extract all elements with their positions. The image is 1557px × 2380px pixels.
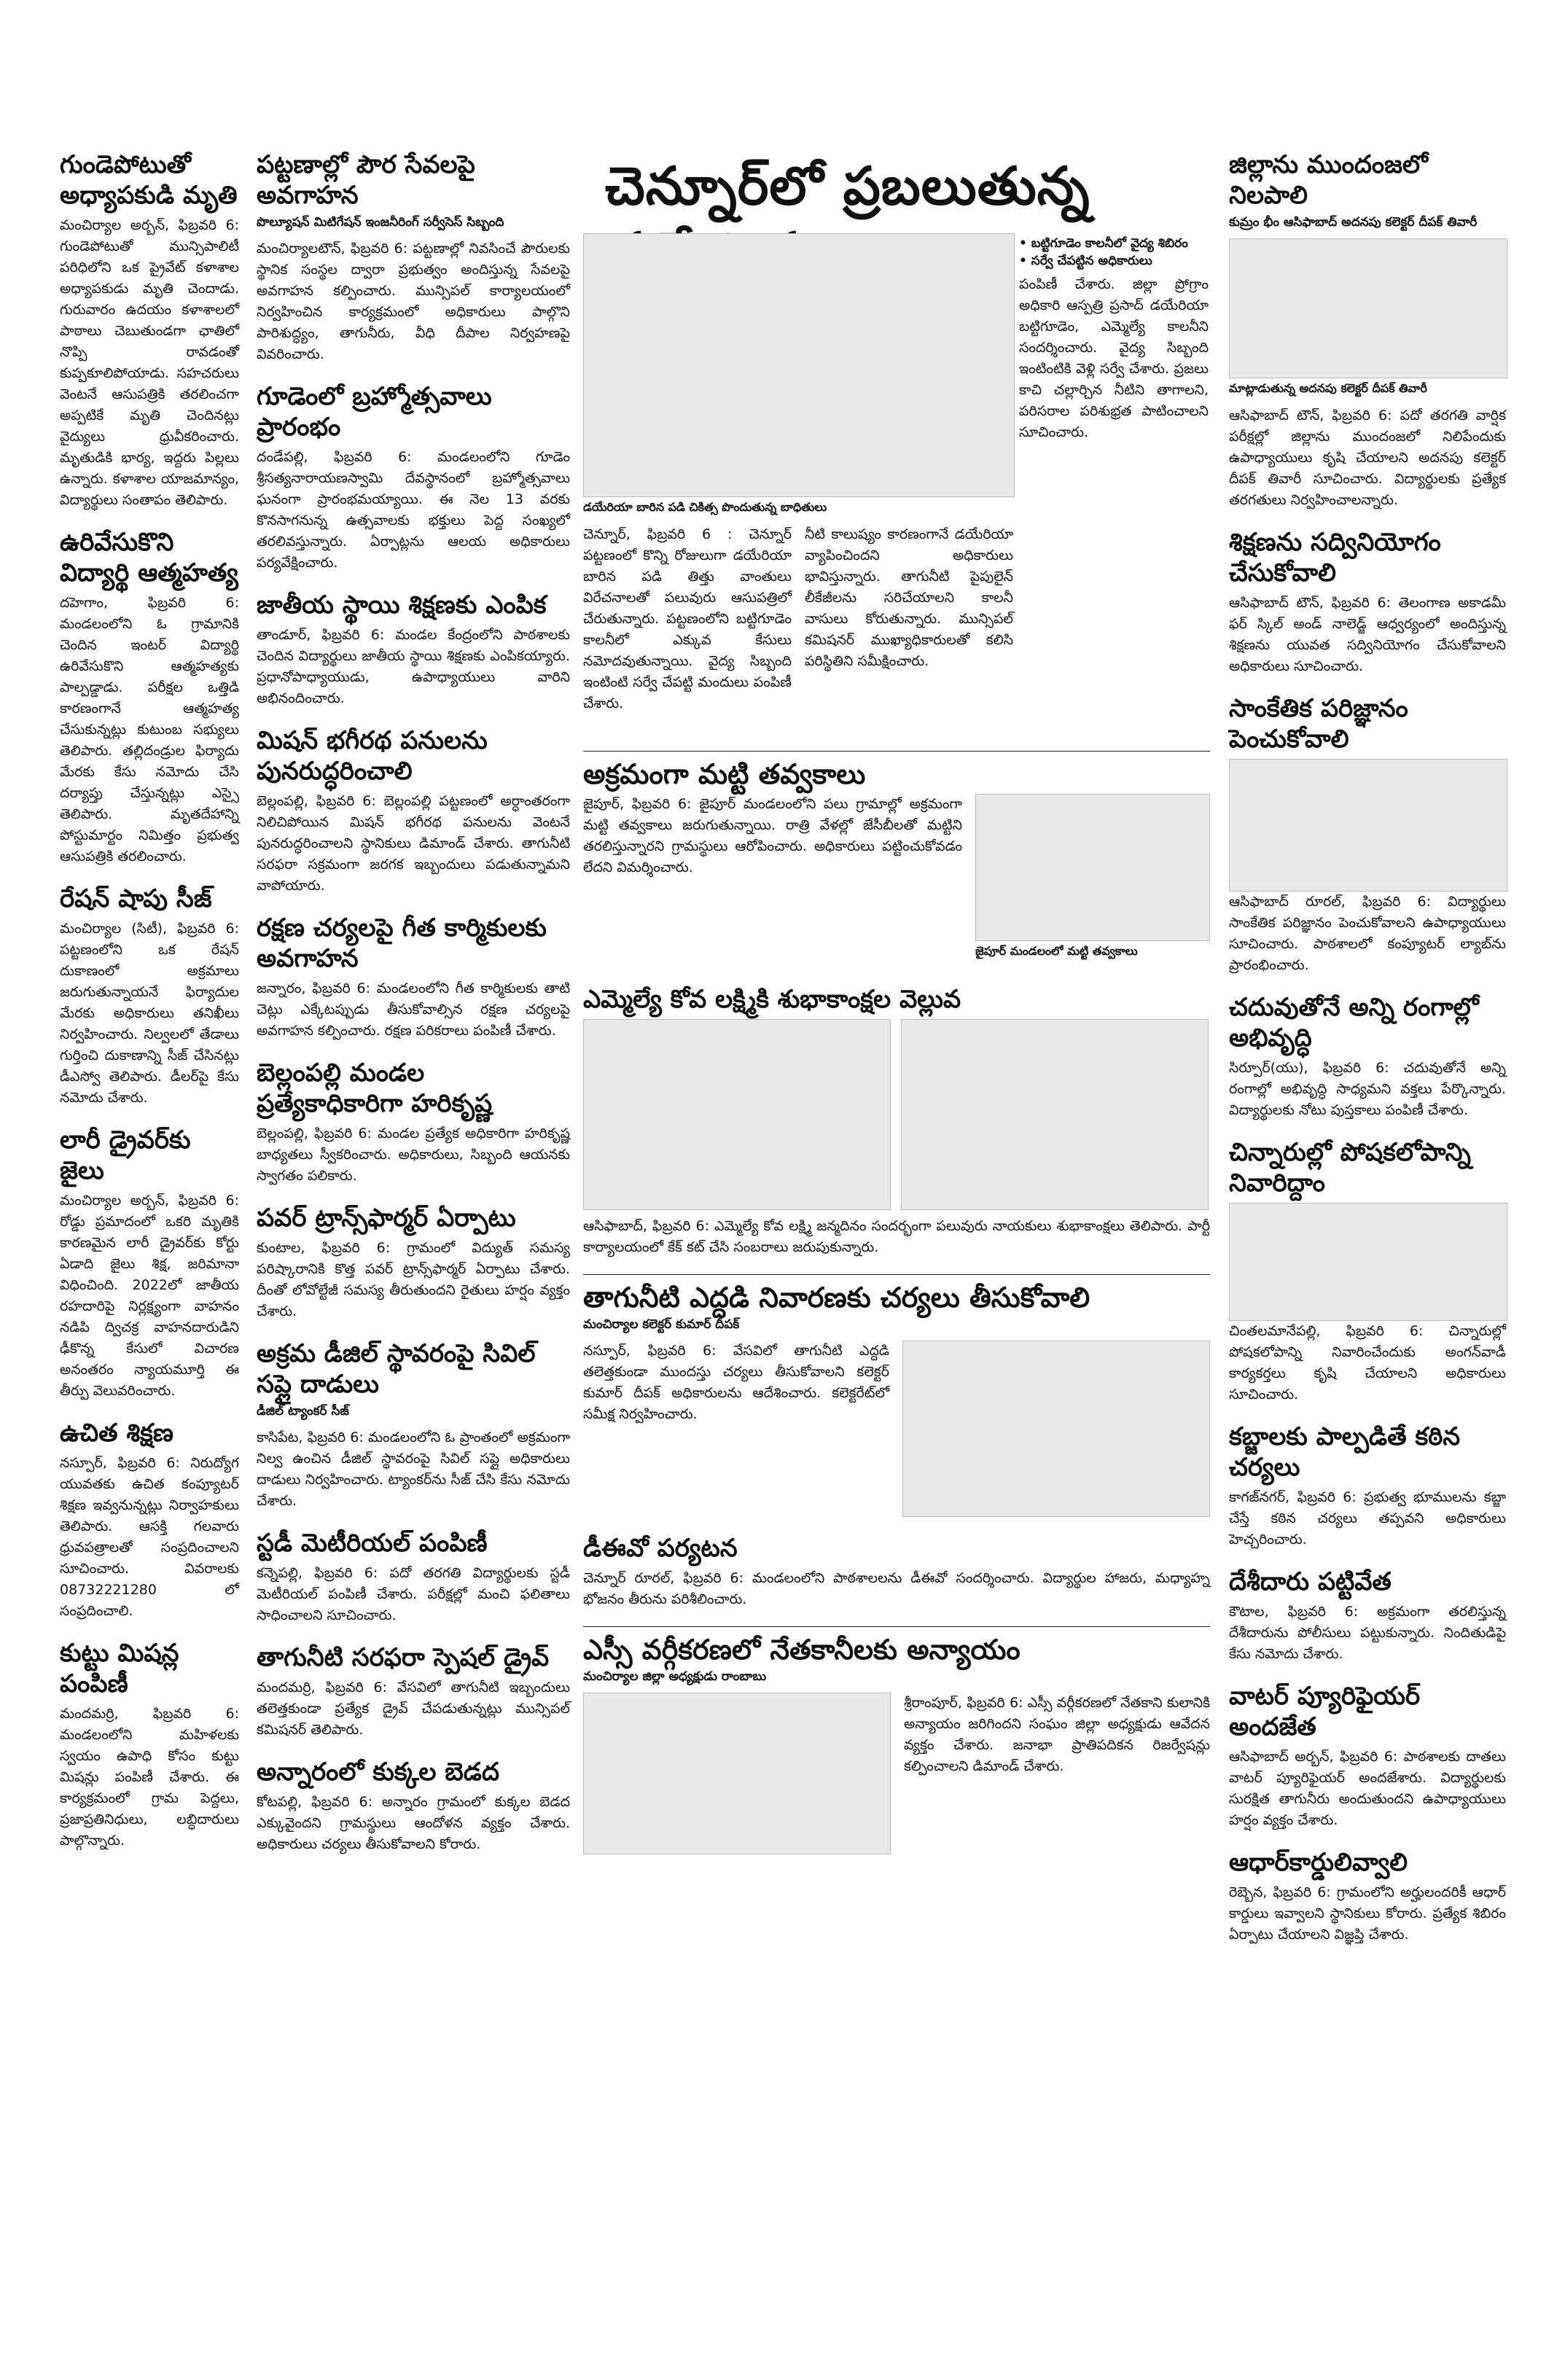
headline: తాగునీటి సరఫరా స్పెషల్ డ్రైవ్ <box>257 1643 550 1672</box>
headline: పట్టణాల్లో పౌర సేవలపై అవగాహన <box>257 150 475 210</box>
photo-caption: జైపూర్ మండలంలో మట్టి తవ్వకాలు <box>975 944 1138 958</box>
photo-caption: మాట్లాడుతున్న అదనపు కలెక్టర్ దీపక్ తివారీ <box>1229 381 1427 395</box>
headline: చదువుతోనే అన్ని రంగాల్లో అభివృద్ధి <box>1229 993 1479 1053</box>
story-aadhaar-cards <box>1229 1847 1506 1946</box>
headline: ఆధార్‌కార్డులివ్వాలి <box>1229 1848 1408 1877</box>
diarrhea-patients-photo <box>583 233 1015 497</box>
article-body: శ్రీరాంపూర్, ఫిబ్రవరి 6: ఎస్సీ వర్గీకరణలో నేతకాని కులానికి అన్యాయం జరిగిందని సంఘం జిల్లా అధ్యక్షుడు ఆవేదన వ్యక్తం చేశారు. జనాభా ప్రాతిపదికన రిజర్వేషన్లు కల్పించాలని డిమాండ్ చేశారు. <box>904 1695 1210 1774</box>
headline: స్టడీ మెటీరియల్ పంపిణీ <box>257 1529 488 1558</box>
article-body: రెబ్బెన, ఫిబ్రవరి 6: గ్రామంలోని అర్హులందరికీ ఆధార్ కార్డులు ఇవ్వాలని స్థానికులు కోరారు. ప్రత్యేక శిబిరం ఏర్పాటు చేయాలని విజ్ఞప్తి చేశారు. <box>1229 1884 1506 1943</box>
story-brahmotsavam <box>257 381 570 574</box>
headline: చిన్నారుల్లో పోషకలోపాన్ని నివారిద్దాం <box>1229 1138 1471 1198</box>
story-illegal-mining <box>583 759 1210 968</box>
story-student-suicide <box>60 527 239 867</box>
article-body: చింతలమానేపల్లి, ఫిబ్రవరి 6: చిన్నారుల్లో పోషకలోపాన్ని నివారించేందుకు అంగన్‌వాడీ కార్యకర్తలు కృషి చేయాలని అధికారులు సూచించారు. <box>1229 1323 1506 1402</box>
article-body: మంచిర్యాలటౌన్, ఫిబ్రవరి 6: పట్టణాల్లో నివసించే పౌరులకు స్థానిక సంస్థల ద్వారా ప్రభుత్వం అందిస్తున్న సేవలపై అవగాహన కల్పించారు. మున్సిపల్ కార్యాలయంలో నిర్వహించిన కార్యక్రమంలో అధికారులు పాల్గొని పారిశుద్ధ్యం, తాగునీరు, వీధి దీపాల నిర్వహణపై వివరించారు. <box>257 241 570 362</box>
headline: లారీ డ్రైవర్‌కు జైలు <box>60 1125 191 1185</box>
story-water-purifier <box>1229 1681 1506 1831</box>
headline: జాతీయ స్థాయి శిక్షణకు ఎంపిక <box>257 590 547 620</box>
lead-headline: చెన్నూర్‌లో ప్రబలుతున్న <box>605 155 1090 216</box>
story-encroachment <box>1229 1421 1506 1550</box>
headline: అక్రమంగా మట్టి తవ్వకాలు <box>583 758 866 790</box>
article-body: దహెగాం, ఫిబ్రవరి 6: మండలంలోని ఓ గ్రామానికి చెందిన ఇంటర్ విద్యార్థి ఉరివేసుకొని ఆత్మహత్యకు పాల్పడ్డాడు. పరీక్షల ఒత్తిడి కారణంగానే ఆత్మహత్య చేసుకున్నట్లు కుటుంబ సభ్యులు తెలిపారు. తల్లిదండ్రుల ఫిర్యాదు మేరకు కేసు నమోదు చేసి దర్యాప్తు చేస్తున్నట్లు ఎస్సై తెలిపారు. మృతదేహాన్ని పోస్టుమార్టం నిమిత్తం ప్రభుత్వ ఆసుపత్రికి తరలించారు. <box>60 595 239 865</box>
story-liquor-seized <box>1229 1566 1506 1665</box>
headline: కుట్టు మిషన్ల పంపిణీ <box>60 1639 179 1698</box>
mla-photo <box>583 1019 891 1210</box>
story-ration-shop <box>60 883 239 1109</box>
story-technology <box>1229 693 1506 976</box>
headline: డీఈవో పర్యటన <box>583 1534 738 1563</box>
story-transformer <box>257 1203 570 1322</box>
headline: కబ్జాలకు పాల్పడితే కఠిన చర్యలు <box>1229 1422 1461 1482</box>
lead-bullets <box>1019 236 1209 271</box>
story-heart-attack <box>60 149 239 511</box>
headline: జిల్లాను ముందంజలో నిలపాలి <box>1229 150 1428 210</box>
story-education <box>1229 992 1506 1121</box>
lead-body-2: నీటి కాలుష్యం కారణంగానే డయేరియా వ్యాపించిందని అధికారులు భావిస్తున్నారు. తాగునీటి పైపులైన్ లీకేజీలను సరిచేయాలని కాలనీ వాసులు కోరుతున్నారు. మున్సిపల్ కమిషనర్ ముఖ్యాధికారులతో కలిసి పరిస్థితిని సమీక్షించారు. <box>805 526 1013 669</box>
story-special-officer <box>257 1058 570 1187</box>
headline: శిక్షణను సద్వినియోగం చేసుకోవాలి <box>1229 528 1441 588</box>
story-mission-bhagiratha <box>257 725 570 897</box>
story-free-training <box>60 1418 239 1622</box>
subheading: మంచిర్యాల కలెక్టర్ కుమార్ దీపక్ <box>583 1317 740 1332</box>
mining-photo <box>975 794 1210 941</box>
story-national-training <box>257 590 570 709</box>
lead-photo-block <box>583 233 1013 714</box>
subheading: డీజిల్ ట్యాంకర్ సీజ్ <box>257 1404 349 1419</box>
article-body: మందమర్రి, ఫిబ్రవరి 6: వేసవిలో తాగునీటి ఇబ్బందులు తలెత్తకుండా ప్రత్యేక డ్రైవ్ చేపడుతున్నట్లు మున్సిపల్ కమిషనర్ తెలిపారు. <box>257 1679 570 1738</box>
article-body: ఆసిఫాబాద్ టౌన్, ఫిబ్రవరి 6: తెలంగాణ అకాడమీ ఫర్ స్కిల్ అండ్ నాలెడ్జ్ ఆధ్వర్యంలో అందిస్తున్న శిక్షణను యువత సద్వినియోగం చేసుకోవాలని అధికారులు సూచించారు. <box>1229 595 1506 674</box>
nutrition-photo <box>1229 1203 1507 1321</box>
article-body: జైపూర్, ఫిబ్రవరి 6: జైపూర్ మండలంలోని పలు గ్రామాల్లో అక్రమంగా మట్టి తవ్వకాలు జరుగుతున్నాయి. రాత్రి వేళల్లో జేసీబీలతో మట్టిని తరలిస్తున్నారని గ్రామస్థులు ఆరోపించారు. అధికారులు పట్టించుకోవడం లేదని విమర్శించారు. <box>583 796 962 875</box>
lead-body-1: చెన్నూర్, ఫిబ్రవరి 6 : చెన్నూర్ పట్టణంలో కొన్ని రోజులుగా డయేరియా బారిన పడి తిత్తు వాంతులు విరేచనాలతో పలువురు ఆసుపత్రిలో చేరుతున్నారు. పట్టణంలోని బట్టిగూడెం కాలనీలో ఎక్కువ కేసులు నమోదవుతున్నాయి. వైద్య సిబ్బంది ఇంటింటి సర్వే చేపట్టి మందులు పంపిణీ చేశారు. <box>583 526 792 711</box>
collector-photo <box>1229 238 1507 378</box>
headline: మిషన్ భగీరథ పనులను పునరుద్ధరించాలి <box>257 726 488 786</box>
article-body: కౌటాల, ఫిబ్రవరి 6: అక్రమంగా తరలిస్తున్న దేశీదారును పోలీసులు పట్టుకున్నారు. నిందితుడిపై కేసు నమోదు చేశారు. <box>1229 1604 1506 1662</box>
article-body: ఆసిఫాబాద్ రూరల్, ఫిబ్రవరి 6: విద్యార్థులు సాంకేతిక పరిజ్ఞానం పెంచుకోవాలని ఉపాధ్యాయులు సూచించారు. పాఠశాలలో కంప్యూటర్ ల్యాబ్‌ను ప్రారంభించారు. <box>1229 894 1506 973</box>
story-lorry-driver <box>60 1125 239 1402</box>
story-district-first <box>1229 149 1506 511</box>
article-body: కుంటాల, ఫిబ్రవరి 6: గ్రామంలో విద్యుత్ సమస్య పరిష్కారానికి కొత్త పవర్ ట్రాన్స్‌ఫార్మర్ ఏర్పాటు చేశారు. దీంతో లోవోల్టేజీ సమస్య తీరుతుందని రైతులు హర్షం వ్యక్తం చేశారు. <box>257 1240 570 1319</box>
article-body: ఆసిఫాబాద్ టౌన్, ఫిబ్రవరి 6: పదో తరగతి వార్షిక పరీక్షల్లో జిల్లాను ముందంజలో నిలిపేందుకు ఉపాధ్యాయులు కృషి చేయాలని అదనపు కలెక్టర్ దీపక్ తివారీ సూచించారు. విద్యార్థులకు ప్రత్యేక తరగతులు నిర్వహించాలన్నారు. <box>1229 407 1506 508</box>
article-body: కాసిపేట, ఫిబ్రవరి 6: మండలంలోని ఓ ప్రాంతంలో అక్రమంగా నిల్వ ఉంచిన డీజిల్ స్థావరంపై సివిల్ సప్లై అధికారులు దాడులు నిర్వహించారు. ట్యాంకర్‌ను సీజ్ చేసి కేసు నమోదు చేశారు. <box>257 1429 570 1509</box>
story-sc-classification <box>583 1634 1210 1854</box>
article-body: కన్నెపల్లి, ఫిబ్రవరి 6: పదో తరగతి విద్యార్థులకు స్టడీ మెటీరియల్ పంపిణీ చేశారు. పరీక్షల్లో మంచి ఫలితాలు సాధించాలని సూచించారు. <box>257 1565 570 1623</box>
headline: గుండెపోటుతో అధ్యాపకుడి మృతి <box>60 150 238 210</box>
headline: వాటర్ ప్యూరిఫైయర్ అందజేత <box>1229 1682 1421 1741</box>
subheading: పొల్యూషన్ మిటిగేషన్ ఇంజనీరింగ్ సర్వీసెస్ సిబ్బంది <box>257 215 504 230</box>
headline: సాంకేతిక పరిజ్ఞానం పెంచుకోవాలి <box>1229 694 1408 754</box>
headline: ఎమ్మెల్యే కోవ లక్ష్మికి శుభాకాంక్షల వెల్లువ <box>583 985 961 1014</box>
article-body: నస్పూర్, ఫిబ్రవరి 6: వేసవిలో తాగునీటి ఎద్దడి తలెత్తకుండా ముందస్తు చర్యలు తీసుకోవాలని కలెక్టర్ కుమార్ దీపక్ అధికారులను ఆదేశించారు. కలెక్టరేట్‌లో సమీక్ష నిర్వహించారు. <box>583 1343 889 1422</box>
article-body: కోటపల్లి, ఫిబ్రవరి 6: అన్నారం గ్రామంలో కుక్కల బెడద ఎక్కువైందని గ్రామస్థులు ఆందోళన వ్యక్తం చేశారు. అధికారులు చర్యలు తీసుకోవాలని కోరారు. <box>257 1794 570 1852</box>
article-body: మంచిర్యాల అర్బన్, ఫిబ్రవరి 6: రోడ్డు ప్రమాదంలో ఒకరి మృతికి కారణమైన లారీ డ్రైవర్‌కు కోర్టు ఏడాది జైలు శిక్ష, జరిమానా విధించింది. 2022లో జాతీయ రహదారిపై నిర్లక్ష్యంగా వాహనం నడిపి ద్విచక్ర వాహనదారుడిని ఢీకొన్న కేసులో విచారణ అనంతరం న్యాయమూర్తి ఈ తీర్పు వెలువరించారు. <box>60 1193 239 1399</box>
story-diesel-raid <box>257 1338 570 1512</box>
story-mla-greetings <box>583 984 1210 1258</box>
article-body: నస్పూర్, ఫిబ్రవరి 6: నిరుద్యోగ యువతకు ఉచిత కంప్యూటర్ శిక్షణ ఇవ్వనున్నట్లు నిర్వాహకులు తెలిపారు. ఆసక్తి గలవారు ధ్రువపత్రాలతో సంప్రదించాలని సూచించారు. వివరాలకు 08732221280 లో సంప్రదించాలి. <box>60 1455 239 1619</box>
story-study-material <box>257 1528 570 1626</box>
headline: తాగునీటి ఎద్దడి నివారణకు చర్యలు తీసుకోవాలి <box>583 1281 1090 1314</box>
story-civic-awareness <box>257 149 570 365</box>
headline: దేశీదారు పట్టివేత <box>1229 1567 1392 1596</box>
article-body: మందమర్రి, ఫిబ్రవరి 6: మండలంలోని మహిళలకు స్వయం ఉపాధి కోసం కుట్టు మిషన్లు పంపిణీ చేశారు. ఈ కార్యక్రమంలో గ్రామ పెద్దలు, ప్రజాప్రతినిధులు, లబ్ధిదారులు పాల్గొన్నారు. <box>60 1706 239 1849</box>
lead-body-3: పంపిణీ చేశారు. జిల్లా ప్రోగ్రాం అధికారి ఆస్పత్రి ప్రసాద్ డయేరియా బట్టిగూడెం, ఎమ్మెల్యే కాలనీని సందర్శించారు. వైద్య సిబ్బంది ఇంటింటికి వెళ్లి సర్వే చేశారు. ప్రజలు కాచి చల్లార్చిన నీటిని తాగాలని, పరిసరాల పరిశుభ్రత పాటించాలని సూచించారు. <box>1019 276 1209 440</box>
story-deo-visit <box>583 1533 1210 1610</box>
story-dog-menace <box>257 1757 570 1855</box>
story-water-drive <box>257 1642 570 1741</box>
story-sewing-machines <box>60 1638 239 1852</box>
headline: ఉరివేసుకొని విద్యార్థి ఆత్మహత్య <box>60 528 238 588</box>
headline: బెల్లంపల్లి మండల ప్రత్యేకాధికారిగా హరికృష్ణ <box>257 1058 493 1118</box>
article-body: కాగజ్‌నగర్, ఫిబ్రవరి 6: ప్రభుత్వ భూములను కబ్జా చేస్తే కఠిన చర్యలు తప్పవని అధికారులు హెచ్చరించారు. <box>1229 1489 1506 1548</box>
headline: ఎస్సీ వర్గీకరణలో నేతకానీలకు అన్యాయం <box>583 1634 1021 1666</box>
subheading: కుమ్రం భీం ఆసిఫాబాద్ అదనపు కలెక్టర్ దీపక్ తివారీ <box>1229 215 1478 230</box>
story-skill-training <box>1229 527 1506 677</box>
headline: అన్నారంలో కుక్కల బెడద <box>257 1757 499 1787</box>
center-lower <box>583 744 1210 1870</box>
left-column <box>60 149 239 1868</box>
subheading: మంచిర్యాల జిల్లా అధ్యక్షుడు రాంబాబు <box>583 1669 767 1684</box>
headline: పవర్ ట్రాన్స్‌ఫార్మర్ ఏర్పాటు <box>257 1203 516 1233</box>
second-column <box>257 149 570 1871</box>
article-body: బెల్లంపల్లి, ఫిబ్రవరి 6: బెల్లంపల్లి పట్టణంలో అర్ధాంతరంగా నిలిచిపోయిన మిషన్ భగీరథ పనులను వెంటనే పునరుద్ధరించాలని స్థానికులు డిమాండ్ చేశారు. తాగునీటి సరఫరా సక్రమంగా జరగక ఇబ్బందులు పడుతున్నామని వాపోయారు. <box>257 793 570 894</box>
story-water-scarcity <box>583 1282 1210 1517</box>
headline: గూడెంలో బ్రహ్మోత్సవాలు ప్రారంభం <box>257 382 492 442</box>
article-body: ఆసిఫాబాద్ అర్బన్, ఫిబ్రవరి 6: పాఠశాలకు దాతలు వాటర్ ప్యూరిఫైయర్ అందజేశారు. విద్యార్థులకు సురక్షిత తాగునీరు అందుతుందని ఉపాధ్యాయులు హర్షం వ్యక్తం చేశారు. <box>1229 1749 1506 1828</box>
headline: రక్షణ చర్యలపై గీత కార్మికులకు అవగాహన <box>257 913 547 973</box>
students-photo <box>1229 759 1507 891</box>
article-body: తాండూర్, ఫిబ్రవరి 6: మండల కేంద్రంలోని పాఠశాలకు చెందిన విద్యార్థులు జాతీయ స్థాయి శిక్షణకు ఎంపికయ్యారు. ప్రధానోపాధ్యాయుడు, ఉపాధ్యాయులు వారిని అభినందించారు. <box>257 627 570 706</box>
article-body: చెన్నూర్ రూరల్, ఫిబ్రవరి 6: మండలంలోని పాఠశాలలను డీఈవో సందర్శించారు. విద్యార్థుల హాజరు, మధ్యాహ్న భోజనం తీరును పరిశీలించారు. <box>583 1570 1210 1607</box>
article-body: జన్నారం, ఫిబ్రవరి 6: మండలంలోని గీత కార్మికులకు తాటి చెట్లు ఎక్కేటప్పుడు తీసుకోవాల్సిన రక్షణ చర్యలపై అవగాహన కల్పించారు. రక్షణ పరికరాలు పంపిణీ చేశారు. <box>257 980 570 1039</box>
photo-caption: డయేరియా బారిన పడి చికిత్స పొందుతున్న బాధితులు <box>583 500 827 514</box>
article-body: దండేపల్లి, ఫిబ్రవరి 6: మండలంలోని గూడెం శ్రీసత్యనారాయణస్వామి దేవస్థానంలో బ్రహ్మోత్సవాలు ఘనంగా ప్రారంభమయ్యాయి. ఈ నెల 13 వరకు కొనసాగనున్న ఉత్సవాలకు భక్తులు పెద్ద సంఖ్యలో తరలివస్తున్నారు. ఏర్పాట్లను ఆలయ అధికారులు పర్యవేక్షించారు. <box>257 449 570 571</box>
collector-photo <box>902 1341 1210 1517</box>
article-body: సిర్పూర్(యు), ఫిబ్రవరి 6: చదువుతోనే అన్ని రంగాల్లో అభివృద్ధి సాధ్యమని వక్తలు పేర్కొన్నారు. విద్యార్థులకు నోటు పుస్తకాలు పంపిణీ చేశారు. <box>1229 1060 1506 1118</box>
headline: ఉచిత శిక్షణ <box>60 1419 173 1448</box>
bullet-2: • సర్వే చేపట్టిన అధికారులు <box>1019 254 1209 271</box>
article-body: బెల్లంపల్లి, ఫిబ్రవరి 6: మండల ప్రత్యేక అధికారిగా హరికృష్ణ బాధ్యతలు స్వీకరించారు. అధికారులు, సిబ్బంది ఆయనకు స్వాగతం పలికారు. <box>257 1125 570 1184</box>
meeting-photo <box>583 1693 891 1854</box>
article-body: మంచిర్యాల (సిటీ), ఫిబ్రవరి 6: పట్టణంలోని ఒక రేషన్ దుకాణంలో అక్రమాలు జరుగుతున్నాయనే ఫిర్యాదుల మేరకు అధికారులు తనిఖీలు నిర్వహించారు. నిల్వలలో తేడాలు గుర్తించి దుకాణాన్ని సీజ్ చేసినట్లు డీఎస్వో తెలిపారు. డీలర్‌పై కేసు నమోదు చేశారు. <box>60 921 239 1106</box>
bullet-1: • బట్టిగూడెం కాలనీలో వైద్య శిబిరం <box>1019 236 1209 254</box>
story-nutrition <box>1229 1137 1506 1405</box>
mla-photo-2 <box>901 1019 1209 1210</box>
headline: రేషన్ షాపు సీజ్ <box>60 884 212 913</box>
right-column <box>1229 149 1506 1962</box>
article-body: ఆసిఫాబాద్, ఫిబ్రవరి 6: ఎమ్మెల్యే కోవ లక్ష్మి జన్మదినం సందర్భంగా పలువురు నాయకులు శుభాకాంక్షలు తెలిపారు. పార్టీ కార్యాలయంలో కేక్ కట్ చేసి సంబరాలు జరుపుకున్నారు. <box>583 1218 1210 1255</box>
story-toddy-tappers <box>257 913 570 1042</box>
headline: అక్రమ డీజిల్ స్థావరంపై సివిల్ సప్లై దాడులు <box>257 1339 536 1399</box>
article-body: మంచిర్యాల అర్బన్, ఫిబ్రవరి 6: గుండెపోటుతో మున్సిపాలిటీ పరిధిలోని ఒక ప్రైవేట్ కళాశాల అధ్యాపకుడు మృతి చెందాడు. గురువారం ఉదయం కళాశాలలో పాఠాలు చెబుతుండగా ఛాతిలో నొప్పి రావడంతో కుప్పకూలిపోయాడు. సహచరులు వెంటనే ఆసుపత్రికి తరలించగా అప్పటికే మృతి చెందినట్లు వైద్యులు ధ్రువీకరించారు. మృతుడికి భార్య, ఇద్దరు పిల్లలు ఉన్నారు. కళాశాల యాజమాన్యం, విద్యార్థులు సంతాపం తెలిపారు. <box>60 217 239 508</box>
lead-side-block <box>1019 233 1209 443</box>
